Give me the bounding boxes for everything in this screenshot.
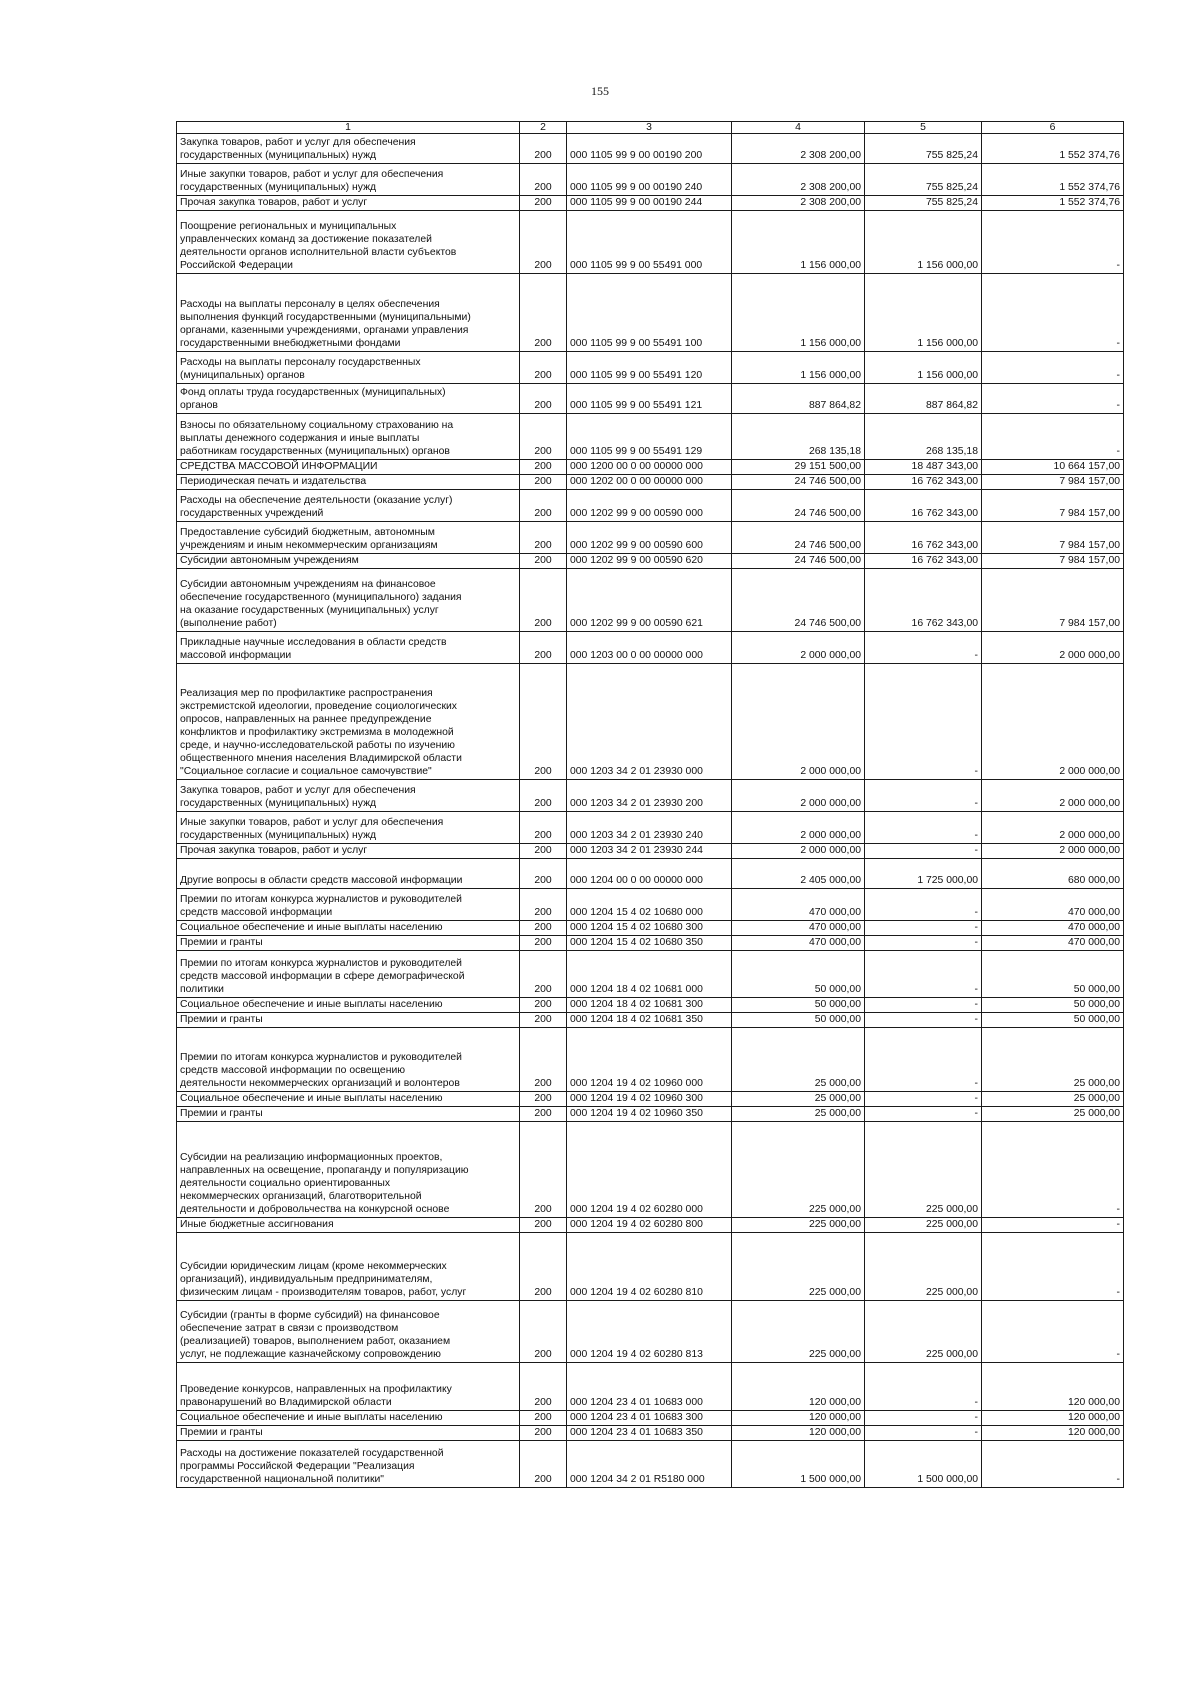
row-code-cell: 000 1204 19 4 02 60280 000 [567,1122,732,1218]
row-col4-cell: 25 000,00 [732,1107,865,1122]
row-col5-cell: 225 000,00 [865,1301,982,1363]
row-col4-cell: 2 000 000,00 [732,844,865,859]
row-ved-cell: 200 [520,384,567,414]
row-code-cell: 000 1202 99 9 00 00590 600 [567,522,732,554]
row-col4-cell: 24 746 500,00 [732,490,865,522]
table-row [177,998,1124,1013]
row-code-cell: 000 1105 99 9 00 00190 240 [567,164,732,196]
row-col4-cell: 2 405 000,00 [732,859,865,889]
row-code-cell: 000 1204 19 4 02 10960 300 [567,1092,732,1107]
row-ved-cell: 200 [520,632,567,664]
row-ved-cell: 200 [520,889,567,921]
table-row [177,921,1124,936]
row-code-cell: 000 1204 23 4 01 10683 350 [567,1426,732,1441]
row-col6-cell: 7 984 157,00 [982,569,1124,632]
row-ved-cell: 200 [520,780,567,812]
table-row [177,1426,1124,1441]
header-cell: 2 [520,122,567,134]
row-col6-cell: - [982,1233,1124,1301]
row-col5-cell: - [865,664,982,780]
row-code-cell: 000 1105 99 9 00 55491 100 [567,274,732,352]
row-ved-cell: 200 [520,1013,567,1028]
row-name-cell: Премии и гранты [177,1013,520,1028]
row-col4-cell: 470 000,00 [732,921,865,936]
row-name-cell: Иные бюджетные ассигнования [177,1218,520,1233]
row-code-cell: 000 1105 99 9 00 55491 129 [567,414,732,460]
row-code-cell: 000 1203 34 2 01 23930 244 [567,844,732,859]
row-name-cell: Закупка товаров, работ и услуг для обеспечения государственных (муниципальных) нужд [177,780,520,812]
header-cell: 5 [865,122,982,134]
row-code-cell: 000 1200 00 0 00 00000 000 [567,460,732,475]
row-ved-cell: 200 [520,164,567,196]
row-col4-cell: 225 000,00 [732,1301,865,1363]
row-name-cell: Иные закупки товаров, работ и услуг для обеспечения государственных (муниципальных) нужд [177,812,520,844]
row-col4-cell: 24 746 500,00 [732,569,865,632]
row-name-cell: Иные закупки товаров, работ и услуг для обеспечения государственных (муниципальных) нужд [177,164,520,196]
table-row [177,1028,1124,1092]
row-col4-cell: 24 746 500,00 [732,475,865,490]
row-ved-cell: 200 [520,1363,567,1411]
row-ved-cell: 200 [520,1122,567,1218]
row-col6-cell: 25 000,00 [982,1092,1124,1107]
row-ved-cell: 200 [520,196,567,211]
row-col4-cell: 2 000 000,00 [732,812,865,844]
row-code-cell: 000 1204 19 4 02 60280 810 [567,1233,732,1301]
row-col6-cell: - [982,1122,1124,1218]
row-name-cell: Другие вопросы в области средств массовой информации [177,859,520,889]
row-ved-cell: 200 [520,1233,567,1301]
row-col6-cell: - [982,1441,1124,1488]
row-name-cell: Субсидии (гранты в форме субсидий) на финансовое обеспечение затрат в связи с производством (реализацией) товаров, выполнением работ, оказанием услуг, не подлежащие казначейскому сопровождению [177,1301,520,1363]
row-col4-cell: 25 000,00 [732,1092,865,1107]
row-col5-cell: 755 825,24 [865,134,982,164]
row-col6-cell: - [982,384,1124,414]
row-ved-cell: 200 [520,936,567,951]
row-code-cell: 000 1105 99 9 00 55491 000 [567,211,732,274]
row-name-cell: Расходы на обеспечение деятельности (оказание услуг) государственных учреждений [177,490,520,522]
row-name-cell: Прочая закупка товаров, работ и услуг [177,844,520,859]
row-col6-cell: 7 984 157,00 [982,490,1124,522]
row-name-cell: Премии по итогам конкурса журналистов и руководителей средств массовой информации [177,889,520,921]
row-col4-cell: 50 000,00 [732,1013,865,1028]
row-name-cell: Премии по итогам конкурса журналистов и руководителей средств массовой информации в сфере демографической политики [177,951,520,998]
row-col5-cell: 16 762 343,00 [865,569,982,632]
row-col4-cell: 1 156 000,00 [732,274,865,352]
table-row [177,780,1124,812]
row-ved-cell: 200 [520,1107,567,1122]
row-col4-cell: 1 156 000,00 [732,211,865,274]
table-row [177,1363,1124,1411]
budget-table [176,121,1124,1488]
row-name-cell: Предоставление субсидий бюджетным, автономным учреждениям и иным некоммерческим организациям [177,522,520,554]
row-name-cell: Прикладные научные исследования в области средств массовой информации [177,632,520,664]
row-code-cell: 000 1203 00 0 00 00000 000 [567,632,732,664]
table-row [177,812,1124,844]
row-code-cell: 000 1204 19 4 02 10960 000 [567,1028,732,1092]
row-col6-cell: 1 552 374,76 [982,196,1124,211]
table-row [177,859,1124,889]
row-ved-cell: 200 [520,664,567,780]
row-name-cell: Взносы по обязательному социальному страхованию на выплаты денежного содержания и иные выплаты работникам государственных (муниципальных) органов [177,414,520,460]
table-row [177,951,1124,998]
row-col4-cell: 470 000,00 [732,889,865,921]
row-col5-cell: 887 864,82 [865,384,982,414]
row-ved-cell: 200 [520,951,567,998]
row-col6-cell: 25 000,00 [982,1028,1124,1092]
row-name-cell: Реализация мер по профилактике распространения экстремистской идеологии, проведение социологических опросов, направленных на раннее предупреждение конфликтов и профилактику экстремизма в молодежной среде, и научно-исследовательской работы по изучению общественного мнения населения Владимирской области "Социальное согласие и социальное самочувствие" [177,664,520,780]
row-code-cell: 000 1204 00 0 00 00000 000 [567,859,732,889]
row-col5-cell: - [865,951,982,998]
row-col5-cell: 755 825,24 [865,196,982,211]
row-col5-cell: - [865,921,982,936]
row-col4-cell: 225 000,00 [732,1122,865,1218]
table-row [177,414,1124,460]
row-col5-cell: - [865,632,982,664]
row-col6-cell: 10 664 157,00 [982,460,1124,475]
row-ved-cell: 200 [520,475,567,490]
row-name-cell: Премии и гранты [177,1426,520,1441]
row-name-cell: Поощрение региональных и муниципальных управленческих команд за достижение показателей деятельности органов исполнительной власти субъектов Российской Федерации [177,211,520,274]
row-col4-cell: 120 000,00 [732,1426,865,1441]
row-code-cell: 000 1105 99 9 00 00190 200 [567,134,732,164]
row-ved-cell: 200 [520,1301,567,1363]
row-col6-cell: 1 552 374,76 [982,134,1124,164]
row-code-cell: 000 1105 99 9 00 00190 244 [567,196,732,211]
row-col6-cell: 2 000 000,00 [982,632,1124,664]
row-name-cell: Премии и гранты [177,1107,520,1122]
row-col6-cell: - [982,1218,1124,1233]
row-col4-cell: 50 000,00 [732,951,865,998]
row-code-cell: 000 1203 34 2 01 23930 200 [567,780,732,812]
row-ved-cell: 200 [520,352,567,384]
row-name-cell: Прочая закупка товаров, работ и услуг [177,196,520,211]
row-col6-cell: 7 984 157,00 [982,522,1124,554]
row-col6-cell: - [982,414,1124,460]
row-col5-cell: 1 725 000,00 [865,859,982,889]
row-ved-cell: 200 [520,998,567,1013]
table-row [177,664,1124,780]
table-row [177,889,1124,921]
row-col6-cell: - [982,1301,1124,1363]
row-ved-cell: 200 [520,490,567,522]
row-col6-cell: - [982,352,1124,384]
row-col5-cell: 1 156 000,00 [865,211,982,274]
row-col5-cell: 1 500 000,00 [865,1441,982,1488]
row-name-cell: Закупка товаров, работ и услуг для обеспечения государственных (муниципальных) нужд [177,134,520,164]
table-row [177,352,1124,384]
table-row [177,844,1124,859]
row-col6-cell: 50 000,00 [982,998,1124,1013]
row-col6-cell: 25 000,00 [982,1107,1124,1122]
row-name-cell: Расходы на выплаты персоналу в целях обеспечения выполнения функций государственными (муниципальными) органами, казенными учреждениями, органами управления государственными внебюджетными фондами [177,274,520,352]
row-col5-cell: 755 825,24 [865,164,982,196]
row-ved-cell: 200 [520,211,567,274]
row-col5-cell: - [865,1107,982,1122]
row-col5-cell: - [865,936,982,951]
row-ved-cell: 200 [520,1092,567,1107]
row-col4-cell: 225 000,00 [732,1218,865,1233]
row-col4-cell: 2 000 000,00 [732,780,865,812]
row-name-cell: Расходы на достижение показателей государственной программы Российской Федерации "Реализация государственной национальной политики" [177,1441,520,1488]
row-col5-cell: - [865,889,982,921]
row-col4-cell: 25 000,00 [732,1028,865,1092]
row-col5-cell: - [865,998,982,1013]
row-col4-cell: 2 308 200,00 [732,164,865,196]
row-code-cell: 000 1202 99 9 00 00590 620 [567,554,732,569]
row-code-cell: 000 1204 19 4 02 60280 800 [567,1218,732,1233]
row-col6-cell: 120 000,00 [982,1426,1124,1441]
row-code-cell: 000 1203 34 2 01 23930 240 [567,812,732,844]
row-col4-cell: 24 746 500,00 [732,522,865,554]
row-col6-cell: 2 000 000,00 [982,844,1124,859]
table-row [177,1122,1124,1218]
row-col5-cell: - [865,1092,982,1107]
row-ved-cell: 200 [520,1411,567,1426]
row-col5-cell: - [865,844,982,859]
row-ved-cell: 200 [520,812,567,844]
table-row [177,1092,1124,1107]
row-col4-cell: 2 308 200,00 [732,196,865,211]
row-code-cell: 000 1204 19 4 02 60280 813 [567,1301,732,1363]
row-col5-cell: 268 135,18 [865,414,982,460]
table-row [177,164,1124,196]
row-col5-cell: - [865,812,982,844]
table-row [177,632,1124,664]
row-col4-cell: 120 000,00 [732,1411,865,1426]
row-col6-cell: 2 000 000,00 [982,664,1124,780]
row-code-cell: 000 1202 00 0 00 00000 000 [567,475,732,490]
table-row [177,569,1124,632]
row-ved-cell: 200 [520,274,567,352]
row-name-cell: Расходы на выплаты персоналу государственных (муниципальных) органов [177,352,520,384]
row-col5-cell: 225 000,00 [865,1122,982,1218]
table-row [177,196,1124,211]
row-code-cell: 000 1204 18 4 02 10681 000 [567,951,732,998]
row-col6-cell: 2 000 000,00 [982,812,1124,844]
header-cell: 1 [177,122,520,134]
row-name-cell: Социальное обеспечение и иные выплаты населению [177,1411,520,1426]
row-col6-cell: 7 984 157,00 [982,475,1124,490]
table-row [177,1013,1124,1028]
row-col4-cell: 2 000 000,00 [732,632,865,664]
row-ved-cell: 200 [520,414,567,460]
row-col6-cell: 120 000,00 [982,1363,1124,1411]
table-row [177,936,1124,951]
row-ved-cell: 200 [520,1426,567,1441]
row-ved-cell: 200 [520,460,567,475]
row-name-cell: Социальное обеспечение и иные выплаты населению [177,921,520,936]
row-col6-cell: 50 000,00 [982,1013,1124,1028]
row-name-cell: Премии по итогам конкурса журналистов и руководителей средств массовой информации по освещению деятельности некоммерческих организаций и волонтеров [177,1028,520,1092]
row-code-cell: 000 1204 18 4 02 10681 300 [567,998,732,1013]
row-col5-cell: - [865,1028,982,1092]
row-name-cell: Субсидии юридическим лицам (кроме некоммерческих организаций), индивидуальным предпринимателям, физическим лицам - производителям товаров, работ, услуг [177,1233,520,1301]
row-col4-cell: 24 746 500,00 [732,554,865,569]
row-code-cell: 000 1202 99 9 00 00590 621 [567,569,732,632]
row-col5-cell: 16 762 343,00 [865,475,982,490]
table-row [177,522,1124,554]
header-cell: 4 [732,122,865,134]
table-row [177,490,1124,522]
row-col6-cell: 470 000,00 [982,921,1124,936]
row-col4-cell: 1 156 000,00 [732,352,865,384]
row-name-cell: Фонд оплаты труда государственных (муниципальных) органов [177,384,520,414]
row-code-cell: 000 1204 19 4 02 10960 350 [567,1107,732,1122]
row-name-cell: Премии и гранты [177,936,520,951]
row-col6-cell: 1 552 374,76 [982,164,1124,196]
row-col4-cell: 29 151 500,00 [732,460,865,475]
row-code-cell: 000 1204 15 4 02 10680 300 [567,921,732,936]
table-row [177,384,1124,414]
header-cell: 6 [982,122,1124,134]
row-col4-cell: 1 500 000,00 [732,1441,865,1488]
table-row [177,1301,1124,1363]
table-row [177,211,1124,274]
row-col5-cell: 16 762 343,00 [865,554,982,569]
row-col5-cell: 1 156 000,00 [865,274,982,352]
row-col4-cell: 268 135,18 [732,414,865,460]
row-ved-cell: 200 [520,859,567,889]
row-col6-cell: 50 000,00 [982,951,1124,998]
row-code-cell: 000 1105 99 9 00 55491 120 [567,352,732,384]
row-col4-cell: 887 864,82 [732,384,865,414]
row-col4-cell: 50 000,00 [732,998,865,1013]
row-ved-cell: 200 [520,569,567,632]
table-row [177,134,1124,164]
row-col5-cell: - [865,1013,982,1028]
table-row [177,1107,1124,1122]
row-code-cell: 000 1105 99 9 00 55491 121 [567,384,732,414]
row-code-cell: 000 1204 23 4 01 10683 000 [567,1363,732,1411]
row-col4-cell: 120 000,00 [732,1363,865,1411]
row-ved-cell: 200 [520,921,567,936]
header-cell: 3 [567,122,732,134]
table-row [177,1441,1124,1488]
row-ved-cell: 200 [520,1218,567,1233]
row-col4-cell: 2 308 200,00 [732,134,865,164]
table-row [177,274,1124,352]
row-col6-cell: - [982,211,1124,274]
row-name-cell: Периодическая печать и издательства [177,475,520,490]
table-row [177,460,1124,475]
row-col4-cell: 2 000 000,00 [732,664,865,780]
row-name-cell: Субсидии на реализацию информационных проектов, направленных на освещение, пропаганду и популяризацию деятельности социально ориентированных некоммерческих организаций, благотворительной деятельности и добровольчества на конкурсной основе [177,1122,520,1218]
row-code-cell: 000 1204 23 4 01 10683 300 [567,1411,732,1426]
table-row [177,1411,1124,1426]
row-col5-cell: 225 000,00 [865,1218,982,1233]
row-col5-cell: 225 000,00 [865,1233,982,1301]
row-code-cell: 000 1204 15 4 02 10680 000 [567,889,732,921]
row-col6-cell: 680 000,00 [982,859,1124,889]
row-col5-cell: 18 487 343,00 [865,460,982,475]
row-col6-cell: 470 000,00 [982,889,1124,921]
row-col6-cell: - [982,274,1124,352]
row-name-cell: Проведение конкурсов, направленных на профилактику правонарушений во Владимирской области [177,1363,520,1411]
table-row [177,1218,1124,1233]
row-ved-cell: 200 [520,134,567,164]
row-col6-cell: 7 984 157,00 [982,554,1124,569]
table-row [177,475,1124,490]
row-ved-cell: 200 [520,1441,567,1488]
page-number: 155 [591,84,609,98]
row-code-cell: 000 1204 15 4 02 10680 350 [567,936,732,951]
row-col4-cell: 470 000,00 [732,936,865,951]
row-code-cell: 000 1204 34 2 01 R5180 000 [567,1441,732,1488]
row-col5-cell: - [865,1411,982,1426]
row-col5-cell: 16 762 343,00 [865,490,982,522]
header-row [177,122,1124,134]
table-row [177,1233,1124,1301]
row-code-cell: 000 1202 99 9 00 00590 000 [567,490,732,522]
row-code-cell: 000 1204 18 4 02 10681 350 [567,1013,732,1028]
row-col6-cell: 120 000,00 [982,1411,1124,1426]
row-col4-cell: 225 000,00 [732,1233,865,1301]
table-row [177,554,1124,569]
row-code-cell: 000 1203 34 2 01 23930 000 [567,664,732,780]
row-col5-cell: - [865,1426,982,1441]
row-col5-cell: - [865,1363,982,1411]
row-ved-cell: 200 [520,844,567,859]
row-name-cell: Субсидии автономным учреждениям [177,554,520,569]
row-name-cell: СРЕДСТВА МАССОВОЙ ИНФОРМАЦИИ [177,460,520,475]
row-col6-cell: 2 000 000,00 [982,780,1124,812]
row-col5-cell: 16 762 343,00 [865,522,982,554]
row-col5-cell: - [865,780,982,812]
row-name-cell: Социальное обеспечение и иные выплаты населению [177,1092,520,1107]
row-col5-cell: 1 156 000,00 [865,352,982,384]
row-ved-cell: 200 [520,1028,567,1092]
row-ved-cell: 200 [520,554,567,569]
row-col6-cell: 470 000,00 [982,936,1124,951]
row-ved-cell: 200 [520,522,567,554]
row-name-cell: Субсидии автономным учреждениям на финансовое обеспечение государственного (муниципального) задания на оказание государственных (муниципальных) услуг (выполнение работ) [177,569,520,632]
row-name-cell: Социальное обеспечение и иные выплаты населению [177,998,520,1013]
